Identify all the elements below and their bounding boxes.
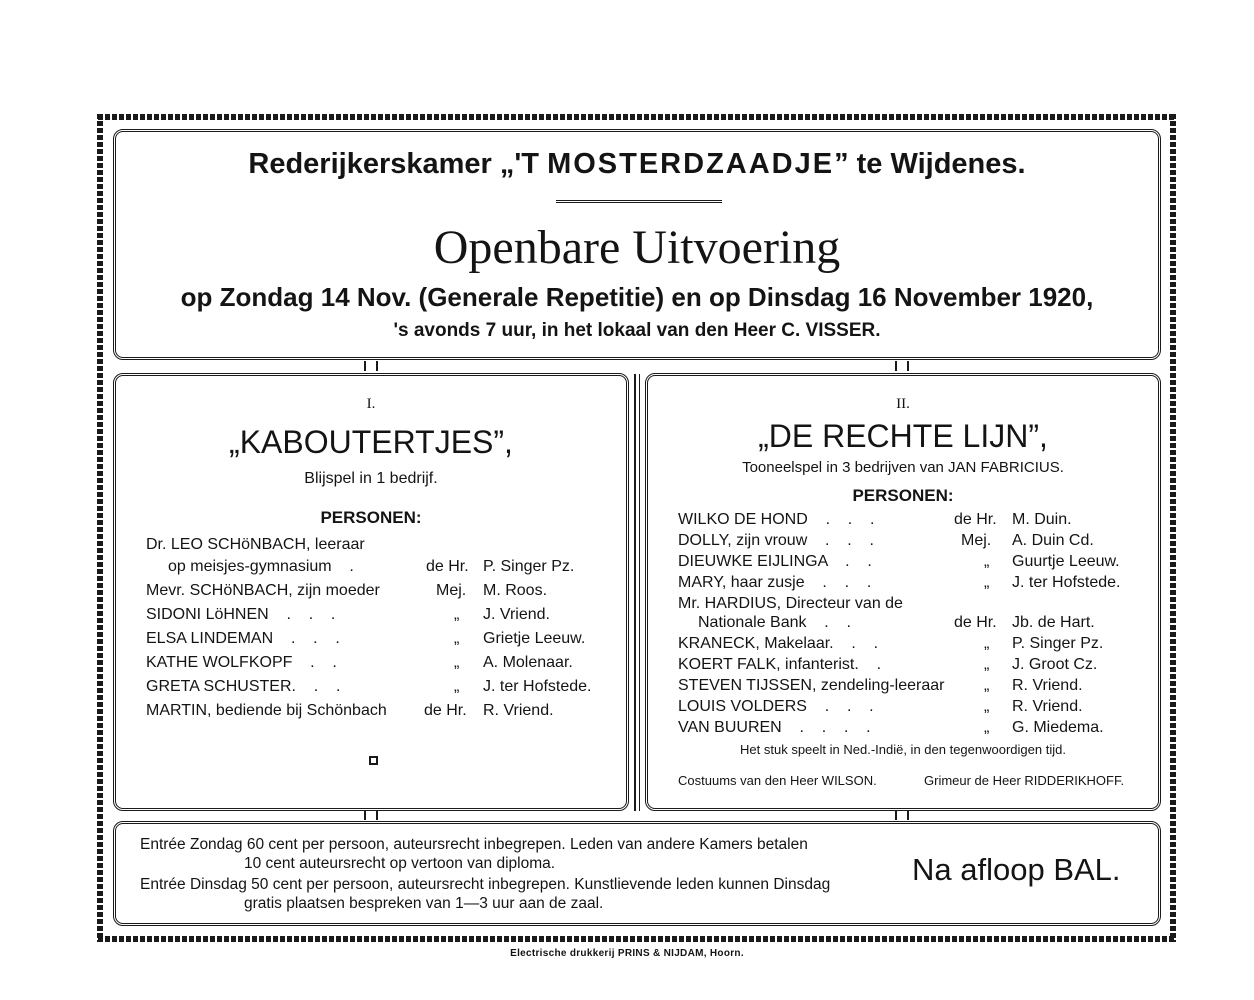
cast-row: KATHE WOLFKOPF . . „ A. Molenaar. [146, 654, 573, 671]
title-name: MOSTERDZAADJE [547, 148, 835, 180]
cast-row: SIDONI LöHNEN . . . „ J. Vriend. [146, 606, 550, 623]
play1-subtitle: Blijspel in 1 bedrijf. [304, 470, 438, 487]
ball-notice: Na afloop BAL. [912, 852, 1121, 887]
cast-row: WILKO DE HOND . . . de Hr. M. Duin. [678, 511, 1072, 528]
play1-persons-heading: PERSONEN: [320, 508, 422, 527]
divider-line [634, 374, 636, 811]
footer-box [113, 821, 1161, 926]
connector [364, 810, 378, 820]
printer-line: Electrische drukkerij PRINS & NIJDAM, Hoorn. [510, 948, 744, 959]
cast-row: STEVEN TIJSSEN, zendeling-leeraar „ R. Vriend. [678, 677, 1083, 694]
entree-sunday-line1: Entrée Zondag 60 cent per persoon, auteursrecht inbegrepen. Leden van andere Kamers betalen [140, 836, 808, 853]
time-line: 's avonds 7 uur, in het lokaal van den Heer C. VISSER. [393, 320, 881, 341]
cast-row: KOERT FALK, infanterist. . „ J. Groot Cz. [678, 656, 1098, 673]
play2-box [645, 373, 1161, 811]
cast-row: DIEUWKE EIJLINGA . . „ Guurtje Leeuw. [678, 553, 1120, 570]
play1-number: I. [366, 396, 376, 412]
setting-note: Het stuk speelt in Ned.-Indië, in den tegenwoordigen tijd. [740, 742, 1066, 757]
ornament-square-icon [369, 756, 378, 765]
cast-row: Mr. HARDIUS, Directeur van de [678, 595, 903, 612]
headline: Openbare Uitvoering [433, 221, 841, 274]
title-prefix: Rederijkerskamer „'T [248, 148, 539, 180]
makeup-note: Grimeur de Heer RIDDERIKHOFF. [924, 773, 1125, 788]
cast-row: op meisjes-gymnasium . de Hr. P. Singer Pz. [168, 558, 575, 575]
date-line: op Zondag 14 Nov. (Generale Repetitie) en op Dinsdag 16 November 1920, [180, 282, 1094, 312]
cast-row: ELSA LINDEMAN . . . „ Grietje Leeuw. [146, 630, 586, 647]
connector [895, 361, 909, 371]
play1-box [113, 373, 629, 811]
play2-title: „DE RECHTE LIJN”, [758, 418, 1048, 454]
cast-row: Nationale Bank . . de Hr. Jb. de Hart. [698, 614, 1095, 631]
cast-row: Dr. LEO SCHöNBACH, leeraar [146, 536, 365, 553]
cast-row: DOLLY, zijn vrouw . . . Mej. A. Duin Cd. [678, 532, 1094, 549]
play2-number: II. [896, 396, 910, 412]
entree-tuesday-line1: Entrée Dinsdag 50 cent per persoon, auteursrecht inbegrepen. Kunstlievende leden kunnen Dinsdag [140, 876, 831, 893]
entree-sunday-line2: 10 cent auteursrecht op vertoon van diploma. [244, 855, 556, 872]
cast-row: LOUIS VOLDERS . . . „ R. Vriend. [678, 698, 1083, 715]
title-rule [556, 200, 722, 205]
cast-row: GRETA SCHUSTER. . . „ J. ter Hofstede. [146, 678, 592, 695]
divider-line [639, 374, 640, 811]
costumes-note: Costuums van den Heer WILSON. [678, 773, 877, 788]
cast-row: Mevr. SCHöNBACH, zijn moeder Mej. M. Roos. [146, 582, 548, 599]
play1-title: „KABOUTERTJES”, [229, 424, 513, 460]
play2-subtitle: Tooneelspel in 3 bedrijven van JAN FABRICIUS. [742, 459, 1064, 476]
society-title [116, 148, 1158, 181]
title-suffix: ” te Wijdenes. [834, 148, 1026, 180]
cast-row: VAN BUUREN . . . . „ G. Miedema. [678, 719, 1104, 736]
connector [895, 810, 909, 820]
entree-tuesday-line2: gratis plaatsen bespreken van 1—3 uur aan de zaal. [244, 895, 604, 912]
header-box [113, 129, 1161, 360]
cast-row: MARTIN, bediende bij Schönbach de Hr. R. Vriend. [146, 702, 554, 719]
play2-persons-heading: PERSONEN: [852, 486, 954, 505]
connector [364, 361, 378, 371]
cast-row: MARY, haar zusje . . . „ J. ter Hofstede. [678, 574, 1121, 591]
cast-row: KRANECK, Makelaar. . . „ P. Singer Pz. [678, 635, 1104, 652]
